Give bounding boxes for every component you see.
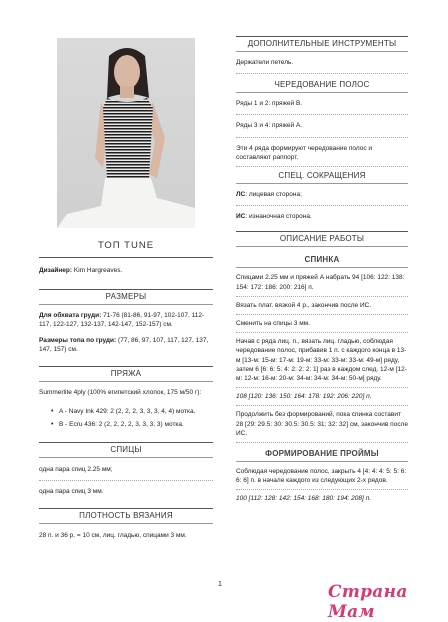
yarn-heading: ПРЯЖА — [39, 366, 213, 382]
yarn-item: • B - Ecru 436: 2 (2, 2, 2, 2, 3, 3, 3, 3) мотка. — [51, 421, 184, 429]
left-column — [39, 266, 213, 540]
top-sizes: Размеры топа по груди: (77, 86, 97, 107, 117, 127, 137, 147, 157) см. — [39, 336, 209, 353]
work-step: Начав с ряда лиц. п., вязать лиц. гладью, соблюдая чередование полос, прибавив 1 п. с каждого конца в 13-м [13-м: 15-м: 17-м: 19-м: 33-м: 33-м: 33-м: 49-м] ряду, затем 6 [6: 6: 5: 4: 2: 2: 2: 1] раз в каждом след. 12-м [12-м: 12-м: 16-м: 20-м: 34-м: 34-м: 34-м: 50-м] ряду. — [236, 337, 408, 388]
work-step: Сменить на спицы 3 мм. — [236, 319, 408, 333]
abbr-is: ИС: изнаночная сторона. — [236, 213, 312, 221]
stripe-note: Эти 4 ряда формируют чередование полос и составляют раппорт. — [236, 144, 408, 167]
designer-line: Дизайнер: Kim Hargreaves. — [39, 267, 123, 274]
work-heading: ОПИСАНИЕ РАБОТЫ — [236, 231, 408, 247]
back-heading: СПИНКА — [236, 253, 408, 268]
model-illustration — [57, 38, 195, 228]
gauge-text: 28 п. и 36 р. = 10 см, лиц. гладью, спицами 3 мм. — [39, 532, 187, 540]
model-photo — [57, 38, 195, 228]
abbr-heading: СПЕЦ. СОКРАЩЕНИЯ — [236, 169, 408, 184]
abbr-ls: ЛС: лицевая сторона; — [236, 190, 408, 206]
needle-item: одна пара спиц 3 мм. — [39, 487, 104, 495]
stripes-heading: ЧЕРЕДОВАНИЕ ПОЛОС — [236, 78, 408, 93]
watermark-logo: Страна Мам — [328, 582, 408, 622]
yarn-item: • A - Navy Ink 429: 2 (2, 2, 2, 3, 3, 3, 4, 4) мотка. — [51, 408, 196, 416]
work-step: Соблюдая чередование полос, закрыть 4 [4: 4: 4: 5: 5: 6: 6: 6] п. в начале каждого из следующих 2-х рядов. — [236, 467, 408, 490]
title-divider — [39, 257, 213, 258]
needle-item: одна пара спиц 2.25 мм; — [39, 465, 213, 481]
pattern-title: ТОП TUNE — [97, 240, 155, 251]
stripe-row: Ряды 3 и 4: пряжей А. — [236, 121, 408, 137]
work-step: Спицами 2.25 мм и пряжей А набрать 94 [106: 122: 138: 154: 172: 186: 200: 216] п. — [236, 273, 408, 296]
armhole-heading: ФОРМИРОВАНИЕ ПРОЙМЫ — [236, 447, 408, 462]
work-step: Вязать плат. вязкой 4 р., закончив после ИС. — [236, 301, 408, 315]
yarn-text: Summerlite 4ply (100% египетский хлопок, 175 м/50 г): — [39, 389, 202, 397]
needles-heading: СПИЦЫ — [39, 442, 213, 458]
stripe-row: Ряды 1 и 2: пряжей B. — [236, 99, 408, 115]
sizes-heading: РАЗМЕРЫ — [39, 289, 213, 305]
page-number: 1 — [218, 581, 222, 588]
tools-heading: ДОПОЛНИТЕЛЬНЫЕ ИНСТРУМЕНТЫ — [236, 36, 408, 52]
right-column — [236, 36, 408, 504]
gauge-heading: ПЛОТНОСТЬ ВЯЗАНИЯ — [39, 508, 213, 524]
stitch-count: 108 [120: 136: 150: 164: 178: 192: 206: 220] п. — [236, 392, 408, 406]
stitch-count: 100 [112: 128: 142: 154: 168: 180: 194: 208] п. — [236, 495, 372, 503]
bust-sizes: Для обхвата груди: 71-76 (81-86, 91-97, 102-107, 112-117, 122-127, 132-137, 142-147, 152-157) см. — [39, 312, 205, 329]
tools-text: Держатели петель. — [236, 58, 408, 74]
work-step: Продолжить без формирований, пока спинка составит 28 [29: 29.5: 30: 30.5: 30.5: 31: 32: 32] см, закончив после ИС. — [236, 410, 408, 443]
